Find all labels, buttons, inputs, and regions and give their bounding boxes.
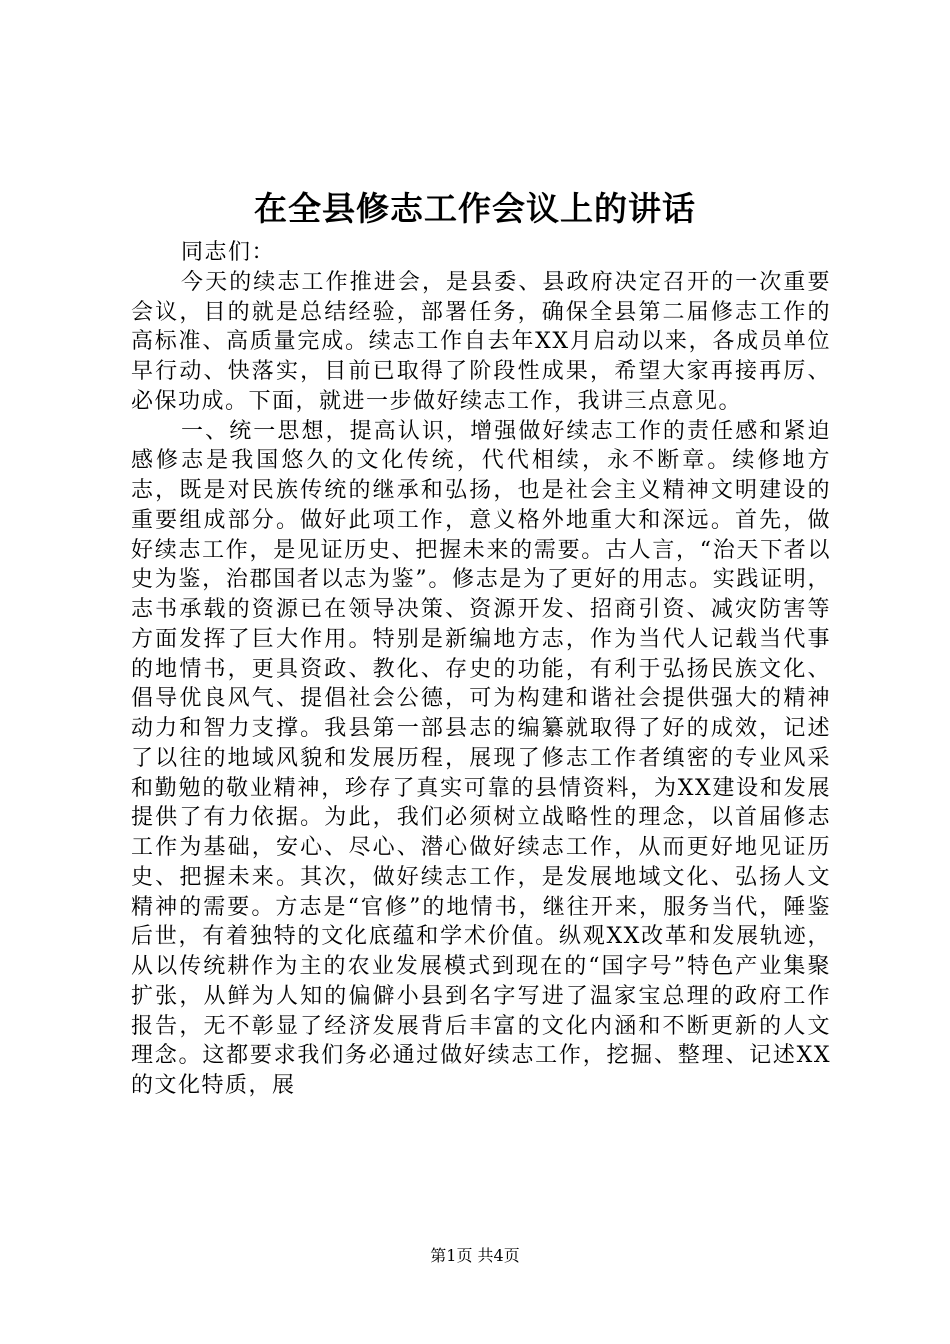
document-body <box>131 238 831 1101</box>
paragraph-intro: 今天的续志工作推进会，是县委、县政府决定召开的一次重要会议，目的就是总结经验，部署任务，确保全县第二届修志工作的高标准、高质量完成。续志工作自去年XX月启动以来，各成员单位早行动、快落实，目前已取得了阶段性成果，希望大家再接再厉、必保功成。下面，就进一步做好续志工作，我讲三点意见。 <box>131 269 831 414</box>
salutation: 同志们： <box>181 240 276 265</box>
paragraph-section-one: 一、统一思想，提高认识，增强做好续志工作的责任感和紧迫感修志是我国悠久的文化传统，代代相续，永不断章。续修地方志，既是对民族传统的继承和弘扬，也是社会主义精神文明建设的重要组成部分。做好此项工作，意义格外地重大和深远。首先，做好续志工作，是见证历史、把握未来的需要。古人言，“治天下者以史为鉴，治郡国者以志为鉴”。修志是为了更好的用志。实践证明，志书承载的资源已在领导决策、资源开发、招商引资、减灾防害等方面发挥了巨大作用。特别是新编地方志，作为当代人记载当代事的地情书，更具资政、教化、存史的功能，有利于弘扬民族文化、倡导优良风气、提倡社会公德，可为构建和谐社会提供强大的精神动力和智力支撑。我县第一部县志的编纂就取得了好的成效，记述了以往的地域风貌和发展历程，展现了修志工作者缜密的专业风采和勤勉的敬业精神，珍存了真实可靠的县情资料，为XX建设和发展提供了有力依据。为此，我们必须树立战略性的理念，以首届修志工作为基础，安心、尽心、潜心做好续志工作，从而更好地见证历史、把握未来。其次，做好续志工作，是发展地域文化、弘扬人文精神的需要。方志是“官修”的地情书，继往开来，服务当代，陲鉴后世，有着独特的文化底蕴和学术价值。纵观XX改革和发展轨迹，从以传统耕作为主的农业发展模式到现在的“国字号”特色产业集聚扩张，从鲜为人知的偏僻小县到名字写进了温家宝总理的政府工作报告，无不彰显了经济发展背后丰富的文化内涵和不断更新的人文理念。这都要求我们务必通过做好续志工作，挖掘、整理、记述XX的文化特质，展 <box>131 418 831 1098</box>
document-title: 在全县修志工作会议上的讲话 <box>254 189 696 228</box>
page-number-footer: 第1页 共4页 <box>430 1246 520 1265</box>
